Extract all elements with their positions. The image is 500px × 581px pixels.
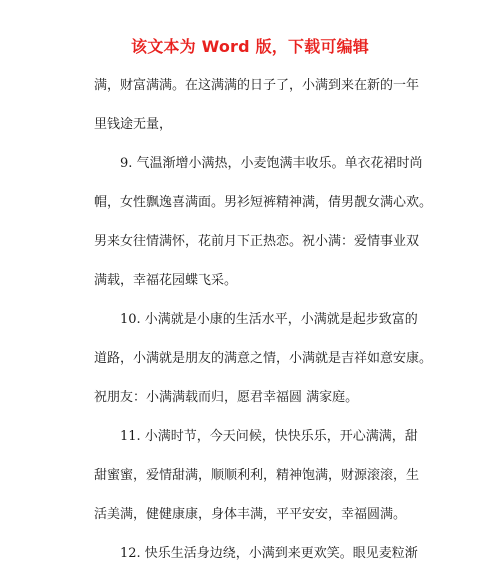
text-line: 甜蜜蜜，爱情甜满，顺顺利利，精神饱满，财源滚滚，生 (94, 468, 420, 483)
text-line: 9. 气温渐增小满热，小麦饱满丰收乐。单衣花裙时尚 (120, 156, 423, 171)
text-line: 祝朋友：小满满载而归，愿君幸福圆 满家庭。 (94, 390, 359, 405)
text-line: 12. 快乐生活身边绕，小满到来更欢笑。眼见麦粒渐 (120, 546, 418, 561)
text-line: 里钱途无量， (94, 117, 173, 132)
text-line: 满载，幸福花园蝶飞采。 (94, 273, 238, 288)
text-line: 满，财富满满。在这满满的日子了，小满到来在新的一年 (94, 78, 420, 93)
text-line: 10. 小满就是小康的生活水平，小满就是起步致富的 (120, 312, 418, 327)
text-line: 男来女往情满怀，花前月下正热恋。祝小满：爱情事业双 (94, 234, 420, 249)
text-line: 活美满，健健康康，身体丰满，平平安安，幸福圆满。 (94, 507, 407, 522)
text-line: 帽，女性飘逸喜满面。男衫短裤精神满，倩男靓女满心欢。 (94, 195, 433, 210)
text-line: 11. 小满时节，今天问候，快快乐乐，开心满满，甜 (120, 429, 418, 444)
text-line: 道路，小满就是朋友的满意之情，小满就是吉祥如意安康。 (94, 351, 433, 366)
document-header: 该文本为 Word 版，下载可编辑 (131, 37, 369, 56)
document-body (94, 74, 436, 581)
